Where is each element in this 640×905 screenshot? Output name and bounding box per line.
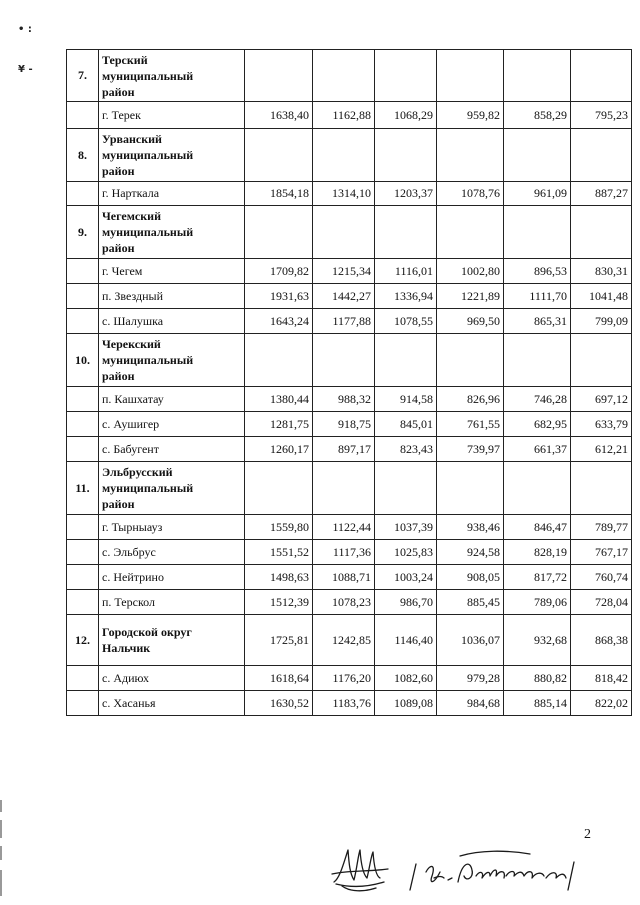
value-cell: 988,32 <box>313 387 375 412</box>
value-cell: 1162,88 <box>313 102 375 129</box>
value-cell: 1036,07 <box>437 615 504 666</box>
table-row <box>67 666 632 691</box>
value-cell: 1078,55 <box>375 309 437 334</box>
value-cell: 1003,24 <box>375 565 437 590</box>
value-cell: 845,01 <box>375 412 437 437</box>
district-index: 12. <box>67 615 99 666</box>
value-cell: 1111,70 <box>504 284 571 309</box>
district-name: Городской округ Нальчик <box>99 615 245 666</box>
district-row <box>67 334 632 387</box>
value-cell: 823,43 <box>375 437 437 462</box>
place-name: п. Звездный <box>99 284 245 309</box>
place-name: с. Нейтрино <box>99 565 245 590</box>
value-cell: 612,21 <box>571 437 632 462</box>
district-index: 7. <box>67 50 99 102</box>
value-cell: 1242,85 <box>313 615 375 666</box>
table-row <box>67 437 632 462</box>
value-cell: 728,04 <box>571 590 632 615</box>
value-cell: 1203,37 <box>375 182 437 206</box>
value-cell: 897,17 <box>313 437 375 462</box>
value-cell: 880,82 <box>504 666 571 691</box>
value-cell: 799,09 <box>571 309 632 334</box>
value-cell: 1854,18 <box>245 182 313 206</box>
value-cell: 868,38 <box>571 615 632 666</box>
value-cell: 1931,63 <box>245 284 313 309</box>
rates-table <box>66 49 632 716</box>
place-name: п. Кашхатау <box>99 387 245 412</box>
place-name: с. Аушигер <box>99 412 245 437</box>
value-cell: 918,75 <box>313 412 375 437</box>
value-cell: 830,31 <box>571 259 632 284</box>
value-cell: 1618,64 <box>245 666 313 691</box>
value-cell: 818,42 <box>571 666 632 691</box>
value-cell: 961,09 <box>504 182 571 206</box>
table-row <box>67 412 632 437</box>
value-cell: 1122,44 <box>313 515 375 540</box>
value-cell: 938,46 <box>437 515 504 540</box>
value-cell: 697,12 <box>571 387 632 412</box>
value-cell: 846,47 <box>504 515 571 540</box>
table-row <box>67 691 632 716</box>
table-row <box>67 284 632 309</box>
value-cell: 1177,88 <box>313 309 375 334</box>
value-cell: 1380,44 <box>245 387 313 412</box>
signature-icon <box>330 842 590 894</box>
district-row <box>67 50 632 102</box>
place-name: с. Бабугент <box>99 437 245 462</box>
value-cell: 1078,23 <box>313 590 375 615</box>
value-cell: 1183,76 <box>313 691 375 716</box>
value-cell: 817,72 <box>504 565 571 590</box>
value-cell: 1088,71 <box>313 565 375 590</box>
value-cell: 885,14 <box>504 691 571 716</box>
value-cell: 826,96 <box>437 387 504 412</box>
table-row <box>67 565 632 590</box>
value-cell: 1215,34 <box>313 259 375 284</box>
place-name: п. Терскол <box>99 590 245 615</box>
page-number: 2 <box>584 827 591 842</box>
value-cell: 932,68 <box>504 615 571 666</box>
table-row <box>67 182 632 206</box>
value-cell: 1037,39 <box>375 515 437 540</box>
value-cell: 1551,52 <box>245 540 313 565</box>
value-cell: 896,53 <box>504 259 571 284</box>
district-name: Терский муниципальный район <box>99 50 245 102</box>
table-row <box>67 590 632 615</box>
value-cell: 1146,40 <box>375 615 437 666</box>
value-cell: 1002,80 <box>437 259 504 284</box>
value-cell: 1314,10 <box>313 182 375 206</box>
value-cell: 1725,81 <box>245 615 313 666</box>
value-cell: 986,70 <box>375 590 437 615</box>
value-cell: 1260,17 <box>245 437 313 462</box>
value-cell: 1336,94 <box>375 284 437 309</box>
value-cell: 661,37 <box>504 437 571 462</box>
value-cell: 1176,20 <box>313 666 375 691</box>
value-cell: 885,45 <box>437 590 504 615</box>
place-name: с. Хасанья <box>99 691 245 716</box>
value-cell: 979,28 <box>437 666 504 691</box>
value-cell: 1089,08 <box>375 691 437 716</box>
district-name: Черекский муниципальный район <box>99 334 245 387</box>
binding-mark-top: • : <box>18 24 32 35</box>
value-cell: 789,77 <box>571 515 632 540</box>
value-cell: 746,28 <box>504 387 571 412</box>
value-cell: 1117,36 <box>313 540 375 565</box>
place-name: г. Чегем <box>99 259 245 284</box>
place-name: с. Адиюх <box>99 666 245 691</box>
district-index: 9. <box>67 206 99 259</box>
value-cell: 1512,39 <box>245 590 313 615</box>
value-cell: 795,23 <box>571 102 632 129</box>
district-index: 10. <box>67 334 99 387</box>
value-cell: 822,02 <box>571 691 632 716</box>
table-row <box>67 387 632 412</box>
value-cell: 761,55 <box>437 412 504 437</box>
district-name: Урванский муниципальный район <box>99 129 245 182</box>
value-cell: 767,17 <box>571 540 632 565</box>
district-name: Чегемский муниципальный район <box>99 206 245 259</box>
place-name: с. Шалушка <box>99 309 245 334</box>
value-cell: 1498,63 <box>245 565 313 590</box>
table-row <box>67 515 632 540</box>
value-cell: 1068,29 <box>375 102 437 129</box>
place-name: г. Терек <box>99 102 245 129</box>
value-cell: 633,79 <box>571 412 632 437</box>
district-row <box>67 129 632 182</box>
binding-mark-bottom: ¥ - <box>18 64 33 75</box>
district-row <box>67 206 632 259</box>
value-cell: 1221,89 <box>437 284 504 309</box>
place-name: с. Эльбрус <box>99 540 245 565</box>
value-cell: 1281,75 <box>245 412 313 437</box>
value-cell: 739,97 <box>437 437 504 462</box>
value-cell: 1630,52 <box>245 691 313 716</box>
value-cell: 959,82 <box>437 102 504 129</box>
value-cell: 1559,80 <box>245 515 313 540</box>
value-cell: 914,58 <box>375 387 437 412</box>
value-cell: 760,74 <box>571 565 632 590</box>
value-cell: 1638,40 <box>245 102 313 129</box>
value-cell: 858,29 <box>504 102 571 129</box>
value-cell: 1442,27 <box>313 284 375 309</box>
value-cell: 828,19 <box>504 540 571 565</box>
table-row <box>67 102 632 129</box>
place-name: г. Нарткала <box>99 182 245 206</box>
value-cell: 1078,76 <box>437 182 504 206</box>
value-cell: 1082,60 <box>375 666 437 691</box>
table-row <box>67 259 632 284</box>
value-cell: 1643,24 <box>245 309 313 334</box>
value-cell: 887,27 <box>571 182 632 206</box>
scan-edge-icon <box>0 800 4 900</box>
district-row <box>67 615 632 666</box>
district-index: 11. <box>67 462 99 515</box>
value-cell: 1025,83 <box>375 540 437 565</box>
district-name: Эльбрусский муниципальный район <box>99 462 245 515</box>
value-cell: 924,58 <box>437 540 504 565</box>
district-row <box>67 462 632 515</box>
value-cell: 908,05 <box>437 565 504 590</box>
value-cell: 984,68 <box>437 691 504 716</box>
value-cell: 1709,82 <box>245 259 313 284</box>
value-cell: 1116,01 <box>375 259 437 284</box>
district-index: 8. <box>67 129 99 182</box>
table-row <box>67 540 632 565</box>
place-name: г. Тырныауз <box>99 515 245 540</box>
value-cell: 969,50 <box>437 309 504 334</box>
table-row <box>67 309 632 334</box>
value-cell: 865,31 <box>504 309 571 334</box>
value-cell: 789,06 <box>504 590 571 615</box>
value-cell: 1041,48 <box>571 284 632 309</box>
value-cell: 682,95 <box>504 412 571 437</box>
